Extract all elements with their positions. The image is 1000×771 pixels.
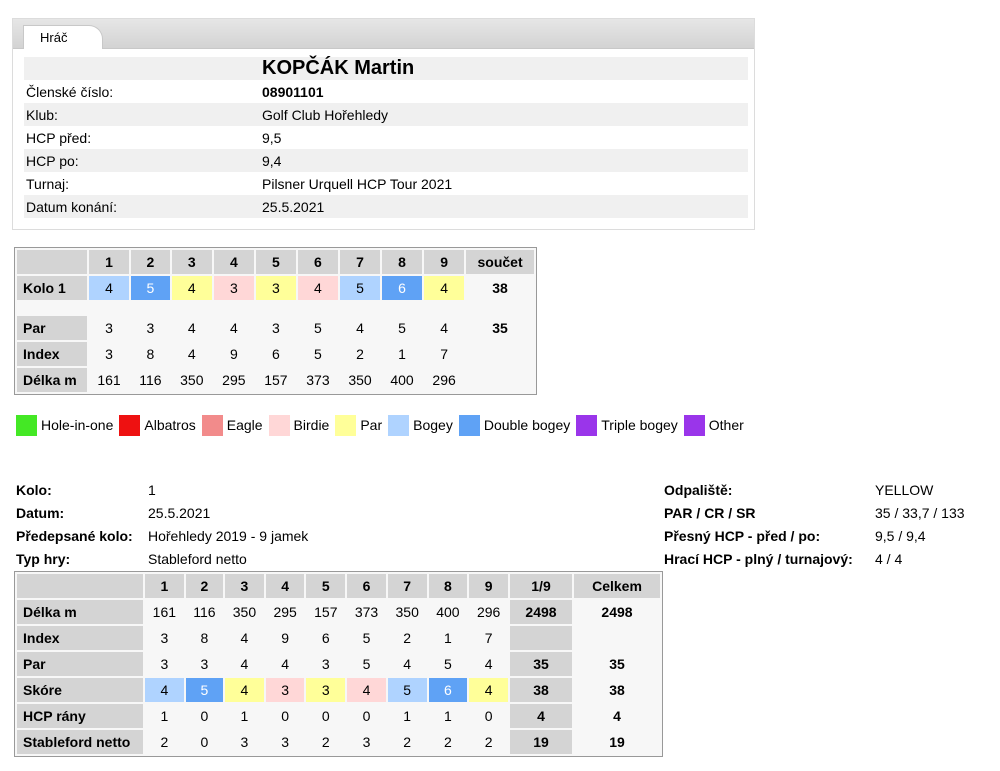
hole-number: 7	[340, 250, 380, 274]
exact-hcp-value: 9,5 / 9,4	[875, 527, 926, 544]
hole-number: 9	[469, 574, 508, 598]
stableford-cell: 2	[321, 734, 330, 750]
par-cell: 3	[321, 656, 330, 672]
game-type-label: Typ hry:	[16, 550, 71, 567]
member-number-label: Členské číslo:	[24, 80, 260, 103]
row-label: Skóre	[17, 678, 143, 702]
hole-number: 9	[424, 250, 464, 274]
length-sum-empty	[466, 368, 534, 392]
detail-header-row	[17, 574, 660, 598]
round-number-value: 1	[148, 481, 156, 498]
club-value: Golf Club Hořehledy	[260, 103, 748, 126]
legend-label: Hole-in-one	[41, 417, 114, 433]
legend-item	[684, 415, 744, 436]
index-cell: 2	[403, 630, 412, 646]
par-cell: 3	[272, 320, 280, 336]
hole-number: 6	[347, 574, 386, 598]
index-cell: 8	[200, 630, 209, 646]
score-cell: 5	[186, 678, 223, 702]
legend-swatch	[388, 415, 409, 436]
total-cell: 19	[609, 734, 625, 750]
legend-swatch	[684, 415, 705, 436]
total-cell: 38	[609, 682, 625, 698]
stableford-cell: 3	[240, 734, 249, 750]
score-cell: 4	[298, 276, 338, 300]
score-cell: 4	[469, 678, 508, 702]
stableford-cell: 2	[484, 734, 493, 750]
detail-par-row	[17, 652, 660, 676]
score-cell: 4	[225, 678, 264, 702]
hole-number: 2	[186, 574, 223, 598]
legend-swatch	[119, 415, 140, 436]
par-cell: 4	[240, 656, 249, 672]
hcp-cell: 0	[321, 708, 330, 724]
hole-number: 8	[429, 574, 468, 598]
total-cell	[574, 626, 660, 650]
row-label: Index	[17, 626, 143, 650]
score-cell: 5	[131, 276, 170, 300]
par-cr-sr-value: 35 / 33,7 / 133	[875, 504, 965, 521]
row-label: HCP rány	[17, 704, 143, 728]
hole-number: 8	[382, 250, 422, 274]
detail-length-row	[17, 600, 660, 624]
legend-label: Triple bogey	[601, 417, 678, 433]
hcp-cell: 1	[240, 708, 249, 724]
detail-scorecard	[14, 571, 663, 757]
half-cell: 2498	[510, 600, 572, 624]
total-cell: 35	[609, 656, 625, 672]
stableford-cell: 2	[160, 734, 169, 750]
length-cell: 157	[314, 604, 338, 620]
playing-hcp-label: Hrací HCP - plný / turnajový:	[664, 550, 853, 567]
legend-swatch	[576, 415, 597, 436]
par-cell: 4	[484, 656, 493, 672]
hole-number: 3	[172, 250, 212, 274]
round-number-label: Kolo:	[16, 481, 52, 498]
length-cell: 350	[232, 604, 257, 620]
hole-number: 6	[298, 250, 338, 274]
hole-number: 5	[306, 574, 345, 598]
round-score-row	[17, 276, 534, 300]
total-cell: 4	[613, 708, 621, 724]
player-name-label-cell	[24, 57, 260, 80]
score-cell: 3	[214, 276, 254, 300]
par-cell: 4	[356, 320, 364, 336]
index-sum-empty	[466, 342, 534, 366]
par-cell: 4	[440, 320, 448, 336]
index-cell: 6	[321, 630, 330, 646]
legend-swatch	[335, 415, 356, 436]
header-corner	[17, 574, 143, 598]
half-cell: 4	[510, 704, 572, 728]
par-cell: 3	[160, 656, 169, 672]
par-cell: 3	[146, 320, 155, 336]
legend-swatch	[459, 415, 480, 436]
sum-header: součet	[466, 250, 534, 274]
hole-number: 1	[145, 574, 184, 598]
index-label: Index	[17, 342, 87, 366]
legend-item	[576, 415, 678, 436]
index-cell: 2	[356, 346, 364, 362]
length-cell: 373	[354, 604, 379, 620]
detail-score-row	[17, 678, 660, 702]
legend-label: Other	[708, 417, 744, 433]
legend-label: Bogey	[413, 417, 453, 433]
par-label: Par	[17, 316, 87, 340]
hole-number: 1	[89, 250, 129, 274]
length-cell: 116	[193, 604, 216, 620]
index-cell: 5	[362, 630, 371, 646]
legend-item	[335, 415, 382, 436]
par-cell: 3	[200, 656, 209, 672]
score-cell: 3	[256, 276, 296, 300]
par-cell: 5	[398, 320, 406, 336]
index-cell: 6	[272, 346, 280, 362]
spacer-row	[17, 302, 534, 314]
club-label: Klub:	[24, 103, 260, 126]
player-name: KOPČÁK Martin	[260, 57, 748, 80]
spacer-cell	[17, 302, 534, 314]
stableford-cell: 3	[281, 734, 290, 750]
game-type-value: Stableford netto	[148, 550, 247, 567]
row-label: Délka m	[17, 600, 143, 624]
player-info-table	[24, 57, 748, 218]
hcp-after-label: HCP po:	[24, 149, 260, 172]
member-number-value: 08901101	[260, 80, 748, 103]
exact-hcp-label: Přesný HCP - před / po:	[664, 527, 821, 544]
score-cell: 4	[145, 678, 184, 702]
round-sum: 38	[492, 280, 508, 296]
score-cell: 5	[388, 678, 427, 702]
hcp-cell: 0	[200, 708, 209, 724]
round-details-left	[16, 478, 308, 570]
par-cell: 5	[314, 320, 322, 336]
length-cell: 296	[432, 372, 456, 388]
stableford-cell: 3	[362, 734, 371, 750]
par-cell: 5	[362, 656, 371, 672]
length-cell: 350	[348, 372, 372, 388]
length-cell: 400	[390, 372, 414, 388]
player-tabbar	[13, 19, 754, 49]
legend-item	[202, 415, 263, 436]
stableford-cell: 2	[443, 734, 452, 750]
hcp-after-value: 9,4	[260, 149, 748, 172]
detail-index-row	[17, 626, 660, 650]
par-sum: 35	[492, 320, 508, 336]
length-cell: 373	[306, 372, 330, 388]
index-cell: 8	[146, 346, 155, 362]
length-cell: 350	[395, 604, 419, 620]
hcp-cell: 1	[443, 708, 452, 724]
hole-number: 7	[388, 574, 427, 598]
length-cell: 161	[152, 604, 177, 620]
half-header: 1/9	[510, 574, 572, 598]
hcp-cell: 0	[362, 708, 371, 724]
hole-number: 4	[214, 250, 254, 274]
legend-label: Eagle	[226, 417, 263, 433]
par-cell: 5	[443, 656, 452, 672]
hcp-before-label: HCP před:	[24, 126, 260, 149]
length-label: Délka m	[17, 368, 87, 392]
legend-item	[16, 415, 113, 436]
score-legend	[16, 414, 750, 436]
length-cell: 350	[180, 372, 204, 388]
hcp-cell: 1	[160, 708, 169, 724]
round-date-value: 25.5.2021	[148, 504, 211, 521]
round-date-label: Datum:	[16, 504, 65, 521]
legend-label: Birdie	[293, 417, 330, 433]
half-cell: 35	[510, 652, 572, 676]
score-cell: 3	[306, 678, 345, 702]
stableford-cell: 0	[200, 734, 209, 750]
par-cell: 4	[229, 320, 238, 336]
length-cell: 116	[139, 372, 162, 388]
index-cell: 4	[240, 630, 249, 646]
score-cell: 4	[172, 276, 212, 300]
legend-swatch	[269, 415, 290, 436]
legend-label: Double bogey	[483, 417, 571, 433]
total-cell: 2498	[601, 604, 633, 620]
score-cell: 6	[382, 276, 422, 300]
index-cell: 4	[187, 346, 196, 362]
row-label: Stableford netto	[17, 730, 143, 754]
tee-value: YELLOW	[875, 481, 934, 498]
hcp-before-value: 9,5	[260, 126, 748, 149]
total-header: Celkem	[574, 574, 660, 598]
index-cell: 3	[160, 630, 169, 646]
tab-player[interactable]: Hráč	[23, 25, 103, 49]
half-cell	[510, 626, 572, 650]
hole-number: 4	[266, 574, 305, 598]
detail-hcp-strokes-row	[17, 704, 660, 728]
legend-item	[459, 415, 570, 436]
legend-label: Albatros	[144, 417, 196, 433]
par-row	[17, 316, 534, 340]
index-cell: 1	[398, 346, 406, 362]
length-row	[17, 368, 534, 392]
legend-label: Par	[360, 417, 383, 433]
length-cell: 296	[476, 604, 501, 620]
index-cell: 3	[105, 346, 113, 362]
tee-label: Odpaliště:	[664, 481, 733, 498]
stableford-cell: 2	[403, 734, 412, 750]
round-details-right	[664, 478, 965, 570]
player-panel	[12, 18, 755, 230]
half-cell: 38	[510, 678, 572, 702]
hole-number: 3	[225, 574, 264, 598]
date-value: 25.5.2021	[260, 195, 748, 218]
hcp-cell: 0	[484, 708, 493, 724]
score-cell: 3	[266, 678, 305, 702]
score-cell: 4	[347, 678, 386, 702]
legend-swatch	[202, 415, 223, 436]
legend-item	[269, 415, 330, 436]
length-cell: 161	[97, 372, 121, 388]
length-cell: 295	[273, 604, 297, 620]
date-label: Datum konání:	[24, 195, 260, 218]
playing-hcp-value: 4 / 4	[875, 550, 903, 567]
legend-swatch	[16, 415, 37, 436]
score-cell: 4	[424, 276, 464, 300]
round-label: Kolo 1	[17, 276, 87, 300]
hole-header-row	[17, 250, 534, 274]
index-cell: 7	[484, 630, 493, 646]
half-cell: 19	[510, 730, 572, 754]
prescribed-round-label: Předepsané kolo:	[16, 527, 133, 544]
row-label: Par	[17, 652, 143, 676]
index-row	[17, 342, 534, 366]
par-cell: 4	[281, 656, 290, 672]
hcp-cell: 0	[281, 708, 290, 724]
index-cell: 7	[440, 346, 448, 362]
summary-scorecard	[14, 247, 537, 395]
index-cell: 9	[281, 630, 290, 646]
hcp-cell: 1	[403, 708, 412, 724]
header-corner	[17, 250, 87, 274]
score-cell: 6	[429, 678, 468, 702]
score-cell: 4	[89, 276, 129, 300]
par-cr-sr-label: PAR / CR / SR	[664, 504, 756, 521]
par-cell: 4	[403, 656, 412, 672]
tournament-label: Turnaj:	[24, 172, 260, 195]
hole-number: 2	[131, 250, 170, 274]
par-cell: 3	[105, 320, 113, 336]
length-cell: 295	[222, 372, 246, 388]
index-cell: 1	[443, 630, 452, 646]
hole-number: 5	[256, 250, 296, 274]
index-cell: 5	[314, 346, 322, 362]
length-cell: 400	[436, 604, 460, 620]
score-cell: 5	[340, 276, 380, 300]
tournament-value: Pilsner Urquell HCP Tour 2021	[260, 172, 748, 195]
legend-item	[388, 415, 453, 436]
par-cell: 4	[187, 320, 196, 336]
index-cell: 9	[229, 346, 238, 362]
length-cell: 157	[264, 372, 288, 388]
prescribed-round-value: Hořehledy 2019 - 9 jamek	[148, 527, 309, 544]
legend-item	[119, 415, 195, 436]
detail-stableford-row	[17, 730, 660, 754]
